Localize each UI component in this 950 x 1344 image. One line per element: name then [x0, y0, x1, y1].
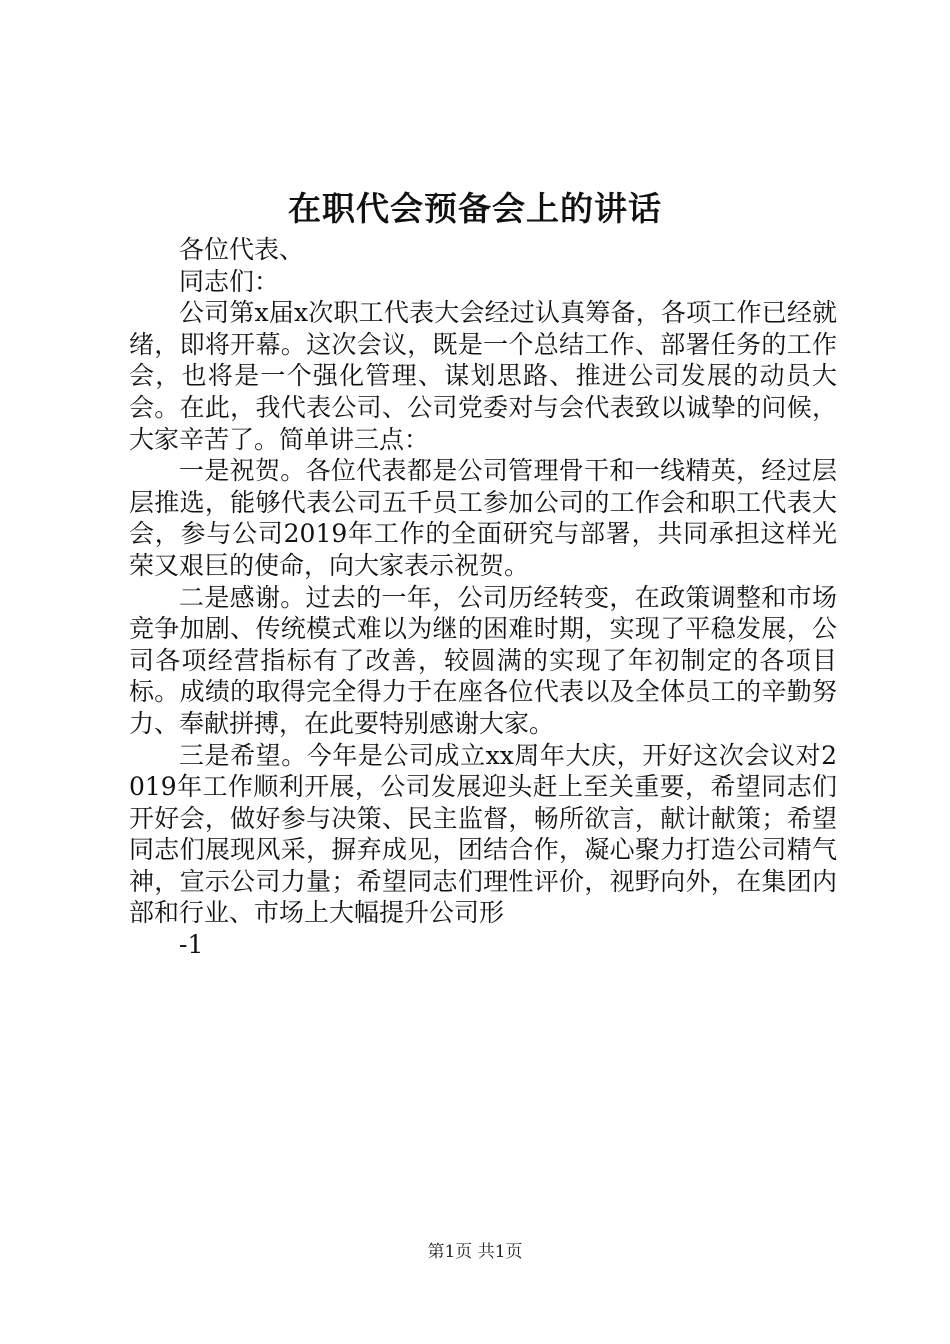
document-title: 在职代会预备会上的讲话 — [288, 189, 662, 228]
paragraph-intro: 公司第x届x次职工代表大会经过认真筹备，各项工作已经就绪，即将开幕。这次会议，既是一个总结工作、部署任务的工作会，也将是一个强化管理、谋划思路、推进公司发展的动员大会。在此，我代表公司、公司党委对与会代表致以诚挚的问候，大家辛苦了。简单讲三点： — [129, 298, 837, 454]
page-footer: 第1页 共1页 — [427, 1242, 523, 1262]
paragraph-congratulation: 一是祝贺。各位代表都是公司管理骨干和一线精英，经过层层推选，能够代表公司五千员工参加公司的工作会和职工代表大会，参与公司2019年工作的全面研究与部署，共同承担这样光荣又艰巨的使命，向大家表示祝贺。 — [129, 456, 837, 580]
paragraph-thanks: 二是感谢。过去的一年，公司历经转变，在政策调整和市场竞争加剧、传统模式难以为继的困难时期，实现了平稳发展，公司各项经营指标有了改善，较圆满的实现了年初制定的各项目标。成绩的取得完全得力于在座各位代表以及全体员工的辛勤努力、奉献拼搏，在此要特别感谢大家。 — [129, 582, 837, 738]
paragraph-hope: 三是希望。今年是公司成立xx周年大庆，开好这次会议对2019年工作顺利开展，公司发展迎头赶上至关重要，希望同志们开好会，做好参与决策、民主监督，畅所欲言，献计献策；希望同志们展现风采，摒弃成见，团结合作，凝心聚力打造公司精气神，宣示公司力量；希望同志们理性评价，视野向外，在集团内部和行业、市场上大幅提升公司形 — [129, 740, 837, 928]
document-body — [129, 234, 837, 961]
page-mark: -1 — [179, 930, 204, 960]
greeting-line-1: 各位代表、 — [179, 235, 305, 264]
greeting-line-2: 同志们： — [179, 266, 280, 296]
